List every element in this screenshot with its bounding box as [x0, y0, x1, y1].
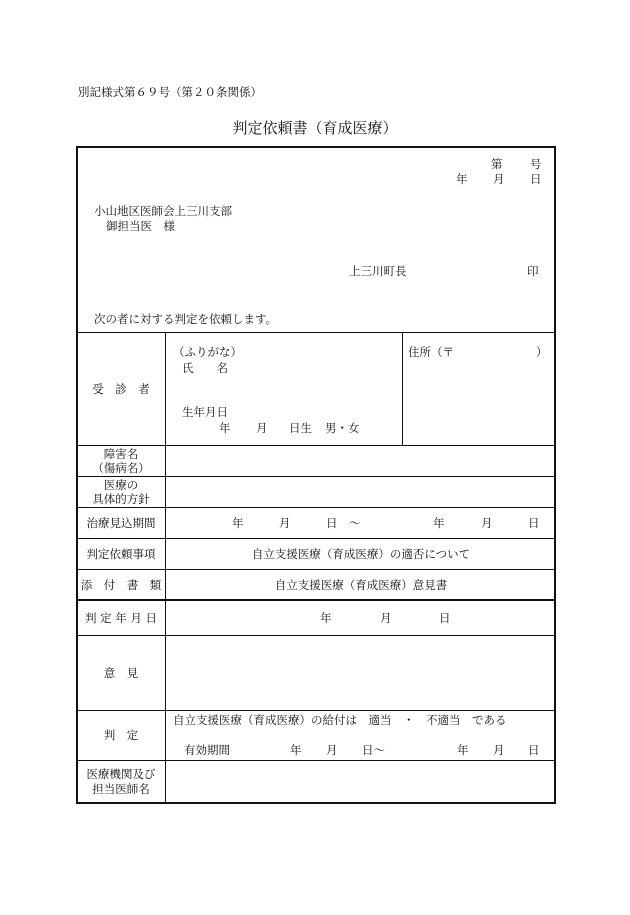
date-tsuki: 月: [493, 172, 505, 186]
opinion-label: 意 見: [103, 666, 139, 680]
form-number: 別記様式第６９号（第２０条関係）: [78, 85, 262, 99]
judgment-date-nen: 年: [320, 611, 332, 625]
name-label: 氏 名: [182, 361, 228, 375]
rule-request-item: [77, 569, 556, 570]
rule-policy: [77, 507, 556, 508]
valid-nen-1: 年: [290, 743, 302, 757]
period-nen-1: 年: [232, 516, 244, 530]
valid-hi-2: 日: [528, 743, 540, 757]
rule-disability: [77, 476, 556, 477]
period-tsuki-2: 月: [481, 516, 493, 530]
form-frame: [76, 146, 556, 804]
date-nen: 年: [456, 172, 468, 186]
rule-date: [77, 635, 556, 636]
recipient-line1: 小山地区医師会上三川支部: [94, 204, 232, 218]
rule-address-column: [402, 333, 403, 445]
valid-nen-2: 年: [457, 743, 469, 757]
request-item-label: 判定依頼事項: [86, 547, 156, 561]
birth-month: 月: [256, 421, 268, 435]
judgment-text: 自立支援医療（育成医療）の給付は 適当 ・ 不適当 である: [173, 713, 507, 727]
institution-label-2: 担当医師名: [92, 782, 150, 796]
policy-label-1: 医療の: [103, 478, 139, 492]
patient-label: 受 診 者: [92, 382, 150, 396]
valid-tsuki-2: 月: [493, 743, 505, 757]
sex-choice: 男・女: [325, 421, 360, 435]
request-text: 次の者に対する判定を依頼します。: [94, 312, 278, 326]
rule-top-section: [77, 332, 556, 333]
date-hi: 日: [530, 172, 542, 186]
period-hi-1: 日 ～: [326, 516, 361, 530]
judgment-date-tsuki: 月: [380, 611, 392, 625]
rule-divider: [77, 599, 556, 601]
address-close: ）: [536, 345, 548, 359]
furigana-label: （ふりがな）: [173, 345, 242, 359]
valid-hi-1: 日～: [362, 743, 385, 757]
number-go: 号: [530, 157, 542, 171]
disability-label-1: 障害名: [103, 447, 139, 461]
sender: 上三川町長: [349, 264, 407, 278]
birth-day: 日生: [289, 421, 312, 435]
attachment-label: 添 付 書 類: [80, 578, 162, 592]
seal: 印: [527, 264, 539, 278]
recipient-line2: 御担当医 様: [106, 219, 175, 233]
birth-year: 年: [219, 421, 231, 435]
period-label: 治療見込期間: [86, 516, 156, 530]
rule-judgment: [77, 760, 556, 761]
form-title: 判定依頼書（育成医療）: [232, 119, 398, 137]
valid-label: 有効期間: [184, 743, 230, 757]
judgment-date-label: 判 定 年 月 日: [84, 611, 158, 625]
rule-label-column: [165, 333, 166, 804]
period-nen-2: 年: [433, 516, 445, 530]
period-tsuki-1: 月: [279, 516, 291, 530]
valid-tsuki-1: 月: [326, 743, 338, 757]
rule-patient: [77, 445, 556, 446]
attachment-value: 自立支援医療（育成医療）意見書: [274, 578, 448, 592]
institution-label-1: 医療機関及び: [86, 767, 156, 781]
disability-label-2: （傷病名）: [92, 461, 150, 475]
request-item-value: 自立支援医療（育成医療）の適否について: [251, 547, 471, 561]
number-dai: 第: [491, 157, 503, 171]
address-label: 住所（〒: [408, 345, 454, 359]
rule-opinion: [77, 710, 556, 711]
policy-label-2: 具体的方針: [92, 492, 150, 506]
period-hi-2: 日: [528, 516, 540, 530]
rule-period: [77, 538, 556, 539]
judgment-label: 判 定: [103, 728, 139, 742]
judgment-date-hi: 日: [439, 611, 451, 625]
birth-label: 生年月日: [182, 405, 228, 419]
